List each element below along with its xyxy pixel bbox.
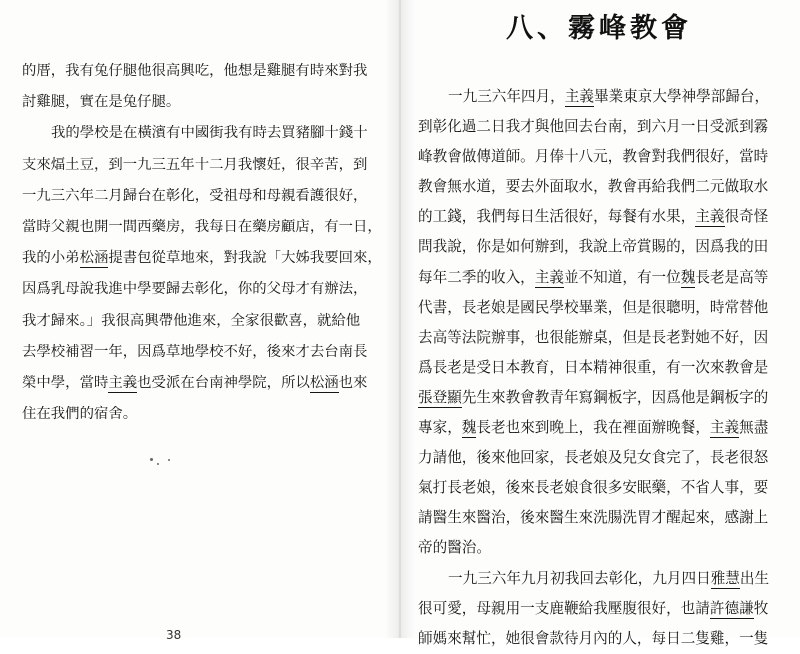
text-segment: 無盡 [739, 419, 769, 437]
text-segment: 的厝，我有兔仔腿他很高興吃，他想是雞腿有時來對我 [22, 63, 368, 79]
text-line [418, 172, 790, 202]
text-segment: 先生來教會教青年寫鋼板字，因爲他是鋼板字的 [461, 388, 769, 406]
text-segment: 爲長老是受日本教育，日本精神很重，有一次來教會是 [418, 358, 769, 376]
proper-name: 主義 [695, 208, 725, 226]
text-segment: 因爲乳母說我進中學要歸去彰化，你的父母才有辦法， [22, 281, 368, 298]
text-segment: 長老也來到晚上，我在裡面辦晚餐， [476, 419, 710, 437]
text-line [418, 624, 790, 654]
text-line [418, 473, 790, 503]
text-segment: 氣打長老娘，後來長老娘食很多安眠藥，不省人事，要 [418, 479, 769, 497]
chapter-title: 八、霧峰教會 [506, 13, 692, 44]
text-line [22, 368, 382, 399]
text-segment: 一九三六年四月， [448, 88, 565, 105]
text-line [418, 413, 790, 443]
text-segment: 去學校補習一年，因爲草地學校不好，後來才去台南長 [22, 343, 368, 360]
text-line [22, 306, 382, 337]
text-segment: 討雞腿，實在是兔仔腿。 [22, 94, 181, 111]
text-line [22, 150, 382, 181]
text-segment: 代書，長老娘是國民學校畢業，但是很聰明，時常替他 [418, 298, 769, 316]
text-segment: 出生 [739, 569, 770, 587]
text-line [418, 533, 790, 563]
text-line [22, 243, 382, 274]
text-line [22, 118, 382, 149]
text-segment: 我的小弟 [22, 250, 80, 267]
text-segment: 每年二季的收入， [418, 268, 535, 286]
proper-name: 主義 [108, 374, 138, 391]
text-segment: 教會無水道，要去外面取水，教會再給我們二元做取水 [418, 178, 769, 196]
text-segment: 峰教會做傳道師。月俸十八元，教會對我們很好，當時 [418, 148, 769, 166]
text-segment: 一九三六年九月初我回去彰化，九月四日 [448, 569, 711, 587]
left-page [0, 0, 400, 642]
text-line [22, 56, 382, 87]
text-line [418, 353, 790, 383]
right-page [400, 0, 800, 647]
text-segment: 提書包從草地來，對我說「大姊我要回來， [108, 250, 382, 267]
text-segment: 當時父親也開一間西藥房，我每日在藥房顧店，有一日， [22, 218, 382, 235]
paper-speck [150, 458, 153, 461]
text-segment: 請醫生來醫治，後來醫生來洗腸洗胃才醒起來，感謝上 [418, 509, 769, 527]
text-line [418, 82, 790, 112]
text-segment: 我的學校是在橫濱有中國街我有時去買豬腳十錢十 [51, 125, 368, 142]
text-segment: 專家， [418, 419, 462, 437]
text-line [22, 212, 382, 243]
right-page-text [418, 82, 790, 654]
text-line [418, 232, 790, 262]
text-segment: 的工錢，我們每日生活很好，每餐有水果， [418, 208, 696, 226]
proper-name: 松涵 [309, 374, 339, 391]
page-number: 38 [166, 628, 182, 642]
text-segment: 並不知道，有一位 [563, 268, 681, 286]
text-segment: 力請他，後來他回家，長老娘及兒女食完了，長老很怒 [418, 449, 769, 467]
proper-name: 雅慧 [710, 569, 740, 587]
text-line [418, 112, 790, 142]
text-line [418, 323, 790, 353]
text-line [22, 87, 382, 118]
text-segment: 畢業東京大學神學部歸台， [593, 88, 770, 105]
book-gutter [385, 0, 415, 638]
text-line [418, 564, 790, 594]
text-line [418, 293, 790, 323]
text-line [22, 399, 382, 430]
text-line [418, 594, 790, 624]
text-segment: 長老是高等 [695, 268, 769, 286]
left-page-text [22, 56, 382, 430]
proper-name: 魏 [680, 268, 696, 286]
paper-speck [168, 459, 170, 461]
text-segment: 去高等法院辦事，也很能辦桌，但是長老對她不好，因 [418, 328, 769, 346]
proper-name: 主義 [534, 268, 564, 286]
text-segment: 我才歸來。」我很高興帶他進來，全家很歡喜，就給他 [22, 312, 361, 329]
text-line [418, 443, 790, 473]
text-segment: 很可愛，母親用一支鹿鞭給我壓腹很好，也請 [418, 599, 710, 617]
proper-name: 松涵 [79, 250, 109, 267]
text-segment: 帝的醫治。 [418, 539, 491, 557]
proper-name: 許德謙 [709, 599, 754, 617]
paper-speck [157, 463, 159, 465]
text-line [418, 263, 790, 293]
proper-name: 主義 [709, 419, 740, 437]
text-segment: 榮中學，當時 [22, 374, 109, 391]
text-segment: 很奇怪 [724, 208, 769, 226]
text-line [418, 202, 790, 232]
proper-name: 張登顯 [418, 388, 462, 406]
text-segment: 一九三六年二月歸台在彰化，受祖母和母親看護很好， [22, 187, 368, 204]
proper-name: 主義 [564, 88, 594, 105]
text-line [418, 383, 790, 413]
text-segment: 也受派在台南神學院，所以 [137, 374, 310, 391]
text-line [22, 181, 382, 212]
proper-name: 魏 [461, 419, 477, 437]
text-segment: 牧 [753, 599, 769, 617]
text-line [418, 503, 790, 533]
text-line [418, 142, 790, 172]
text-line [22, 337, 382, 368]
text-segment: 問我說，你是如何辦到，我說上帝賞賜的，因爲我的田 [418, 238, 769, 256]
text-segment: 住在我們的宿舍。 [22, 406, 138, 423]
text-segment: 到彰化過二日我才與他回去台南，到六月一日受派到霧 [418, 118, 769, 136]
text-segment: 師媽來幫忙，她很會款待月內的人，每日二隻雞，一隻 [418, 629, 769, 647]
text-segment: 也來 [338, 374, 368, 391]
text-segment: 支來煏土豆，到一九三五年十二月我懷妊，很辛苦，到 [22, 156, 368, 173]
text-line [22, 274, 382, 305]
